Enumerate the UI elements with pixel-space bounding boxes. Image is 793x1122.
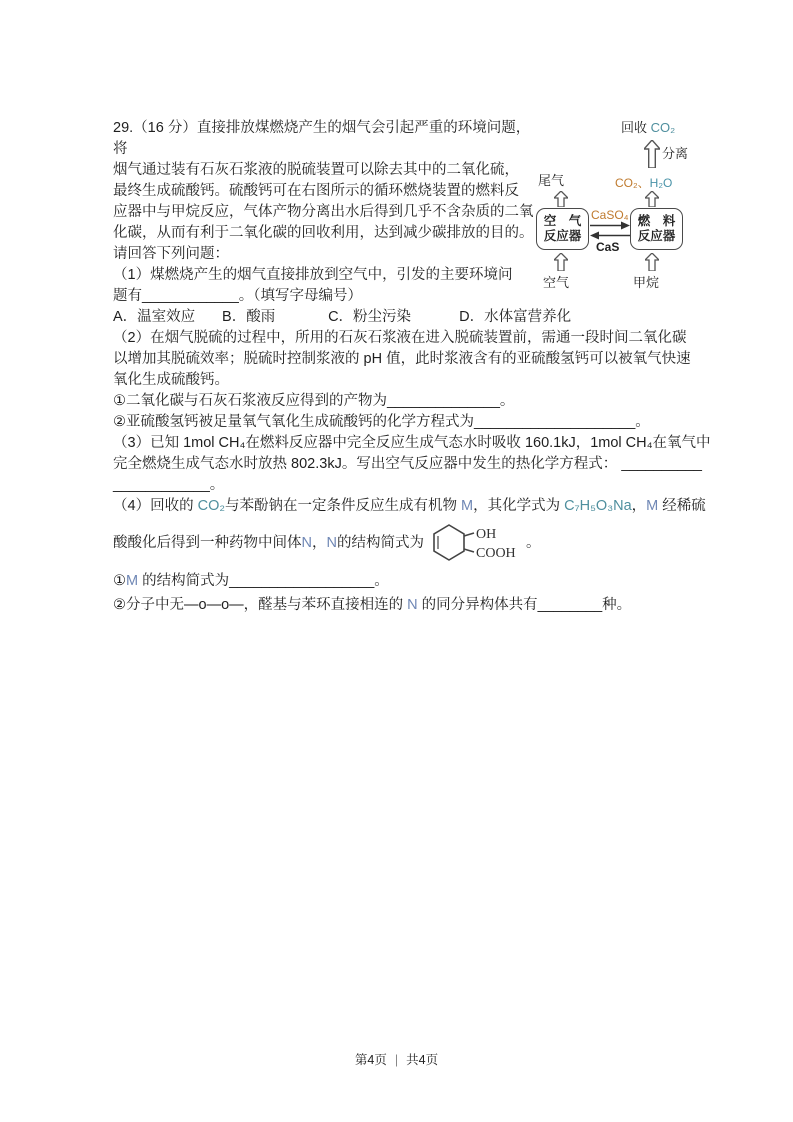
q29-intro-line-5: 应器中与甲烷反应，气体产物分离出水后得到几乎不含杂质的二氧 [113,204,534,220]
q29-intro-line-3: 烟气通过装有石灰石浆液的脱硫装置可以除去其中的二氧化硫， [113,162,519,178]
q4-line-2 [113,517,701,569]
q4-text: ，其化学式为 [473,498,565,514]
question-29 [113,118,711,617]
recycle-co2-label: 回收 CO₂ [621,120,676,135]
q29-intro-line-6: 化碳，从而有利于二氧化碳的回收利用，达到减少碳排放的目的。 [113,225,534,241]
q29-intro-line-7: 请回答下列问题： [113,246,229,262]
q4-text: 的结构简式为 [336,534,424,551]
q1-options [113,307,701,328]
q3-line-2: 完全燃烧生成气态水时放热 802.3kJ。写出空气反应器中发生的热化学方程式： __________ [113,456,702,472]
compound-n: N [407,597,418,613]
q2-line-1: （2）在烟气脱硫的过程中，所用的石灰石浆液在进入脱硫装置前，需通一段时间二氧化碳 [113,330,687,346]
cas-left-arrow-icon [590,231,630,240]
methane-in-label: 甲烷 [633,275,660,290]
compound-m: M [126,573,139,589]
option-a: A．温室效应 [113,309,196,325]
q4-text: 经稀硫 [658,498,706,514]
q4-text: 酸酸化后得到一种药物中间体 [113,534,302,551]
m-formula: C₇H₅O₃Na [564,498,632,514]
separate-label: 分离 [662,146,689,161]
option-c: C．粉尘污染 [328,309,412,325]
air-reactor-label-1: 空 气 [543,214,582,228]
q4-text: ， [631,498,647,514]
q29-intro-line-2: 将 [113,141,128,157]
co2-formula: CO₂ [197,498,225,514]
q4-text: ① [113,573,126,589]
tail-gas-label: 尾气 [538,173,565,188]
q29-intro-line-1: 29.（16 分）直接排放煤燃烧产生的烟气会引起严重的环境问题， [113,120,531,136]
air-reactor-label-2: 反应器 [543,229,582,243]
salicylic-acid-structure [426,519,524,567]
caso4-label: CaSO₄ [591,208,629,222]
page-total: 共4页 [406,1053,439,1067]
air-in-label: 空气 [543,275,570,290]
q4-sub-2 [113,593,701,617]
co2-h2o-label: CO₂、H₂O [615,176,673,190]
compound-m: M [461,498,474,514]
footer-separator: | [394,1053,399,1067]
option-d: D．水体富营养化 [459,309,572,325]
q3-line-3: ____________。 [113,477,225,493]
compound-m: M [646,498,659,514]
q3-line-1: （3）已知 1mol CH₄在燃料反应器中完全反应生成气态水时吸收 160.1kJ，1mol CH₄在氧气中 [113,435,711,451]
fuel-reactor-label-2: 反应器 [637,229,676,243]
compound-n: N [301,534,312,551]
compound-n: N [326,534,337,551]
q4-text: ②分子中无—o—o—，醛基与苯环直接相连的 [113,597,408,613]
q29-intro-line-4: 最终生成硫酸钙。硫酸钙可在右图所示的循环燃烧装置的燃料反 [113,183,519,199]
q4-text: （4）回收的 [113,498,198,514]
q4-text: 的同分异构体共有________种。 [417,597,632,613]
air-in-up-arrow-icon [554,253,568,271]
caso4-right-arrow-icon [590,221,630,230]
q4-sub-1 [113,569,701,593]
q1-line-2: 题有____________。（填写字母编号） [113,288,363,304]
q2-line-2: 以增加其脱硫效率；脱硫时控制浆液的 pH 值，此时浆液含有的亚硫酸氢钙可以被氧气快速 [113,351,691,367]
fuel-reactor-box [630,208,683,250]
option-b: B．酸雨 [222,309,276,325]
q4-text: 的结构简式为__________________。 [138,573,389,589]
page-footer [0,1050,793,1068]
separate-up-arrow-icon [644,140,660,168]
q2-sub-2: ②亚硫酸氢钙被足量氧气氧化生成硫酸钙的化学方程式为____________________。 [113,414,650,430]
svg-text:OH: OH [475,527,497,542]
product-gas-up-arrow-icon [645,191,659,207]
q2-sub-1: ①二氧化碳与石灰石浆液反应得到的产物为______________。 [113,393,515,409]
reactor-diagram [533,120,705,298]
q4-text: 。 [525,534,541,551]
methane-in-up-arrow-icon [645,253,659,271]
page-number: 第4页 [354,1053,387,1067]
q4-text: 与苯酚钠在一定条件反应生成有机物 [224,498,462,514]
cas-label: CaS [596,240,620,254]
fuel-reactor-label-1: 燃 料 [637,214,676,228]
q4-text: ， [311,534,327,551]
q1-line-1: （1）煤燃烧产生的烟气直接排放到空气中，引发的主要环境问 [113,267,513,283]
tail-gas-up-arrow-icon [554,191,568,207]
air-reactor-box [536,208,589,250]
q4-line-1 [113,496,706,517]
svg-text:COOH: COOH [475,546,516,561]
q2-line-3: 氧化生成硫酸钙。 [113,372,229,388]
